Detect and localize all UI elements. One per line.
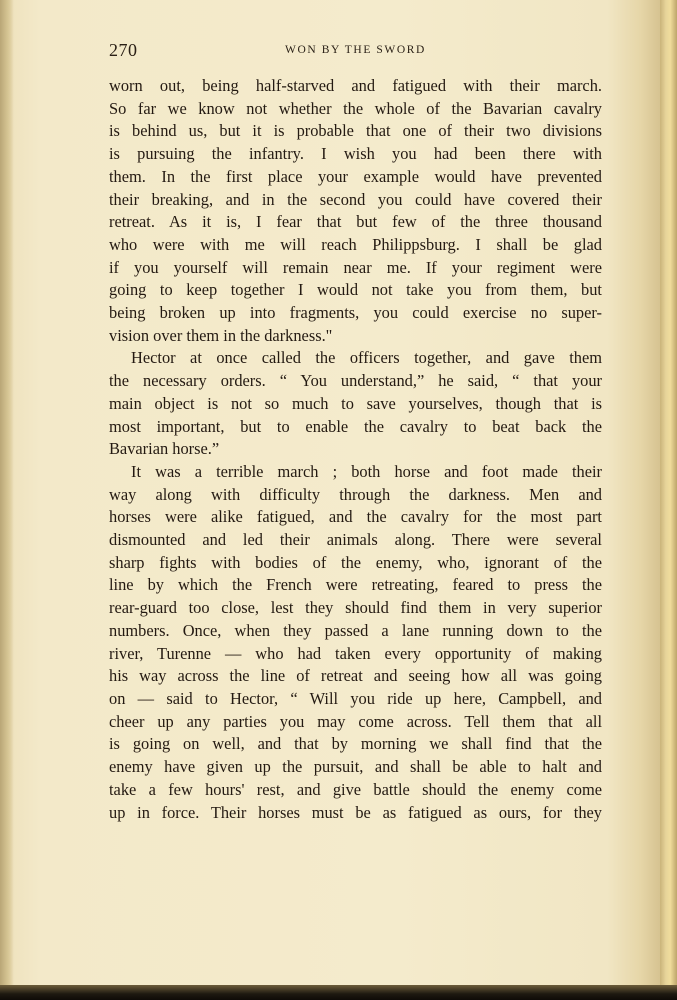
text-line: their breaking, and in the second you could have covered their (109, 189, 602, 209)
page-edge-right (660, 0, 677, 1000)
text-line: horses were alike fatigued, and the cavalry for the most part (109, 507, 602, 527)
text-line: is behind us, but it is probable that one of their two divisions (109, 121, 602, 141)
text-line: them. In the first place your example would have prevented (109, 166, 602, 186)
paragraph (109, 461, 602, 824)
text-line: sharp fights with bodies of the enemy, who, ignorant of the (109, 552, 602, 572)
text-line: if you yourself will remain near me. If your regiment were (109, 257, 602, 277)
text-line: vision over them in the darkness." (109, 325, 333, 345)
text-line: going to keep together I would not take you from them, but (109, 280, 602, 300)
text-line: dismounted and led their animals along. There were several (109, 530, 602, 550)
text-line: retreat. As it is, I fear that but few of the three thousand (109, 212, 602, 232)
text-line: is going on well, and that by morning we shall find that the (109, 734, 602, 754)
text-line: Hector at once called the officers together, and gave them (131, 348, 602, 368)
text-line: main object is not so much to save yourselves, though that is (109, 393, 602, 413)
text-line: most important, but to enable the cavalry to beat back the (109, 416, 602, 436)
body-text (109, 75, 602, 824)
text-line: is pursuing the infantry. I wish you had been there with (109, 144, 602, 164)
text-line: river, Turenne — who had taken every opportunity of making (109, 643, 602, 663)
text-line: the necessary orders. “ You understand,” he said, “ that your (109, 371, 602, 391)
text-line: take a few hours' rest, and give battle should the enemy come (109, 779, 602, 799)
text-line: on — said to Hector, “ Will you ride up here, Campbell, and (109, 688, 602, 708)
text-line: numbers. Once, when they passed a lane running down to the (109, 620, 602, 640)
paragraph (109, 75, 602, 347)
text-line: Bavarian horse.” (109, 439, 220, 459)
text-line: up in force. Their horses must be as fatigued as ours, for they (109, 802, 602, 822)
page-edge-bottom (0, 985, 677, 1000)
text-line: enemy have given up the pursuit, and shall be able to halt and (109, 757, 602, 777)
text-line: So far we know not whether the whole of the Bavarian cavalry (109, 98, 602, 118)
text-line: his way across the line of retreat and seeing how all was going (109, 666, 602, 686)
text-line: It was a terrible march ; both horse and foot made their (131, 461, 602, 481)
paragraph (109, 347, 602, 461)
text-line: being broken up into fragments, you could exercise no super- (109, 303, 602, 323)
page-header (109, 40, 602, 66)
running-title: WON BY THE SWORD (285, 44, 426, 56)
page-number: 270 (109, 40, 138, 60)
text-line: worn out, being half-starved and fatigued with their march. (109, 76, 602, 95)
text-line: who were with me will reach Philippsburg. I shall be glad (109, 234, 602, 254)
text-line: line by which the French were retreating, feared to press the (109, 575, 602, 595)
text-line: way along with difficulty through the darkness. Men and (109, 484, 602, 504)
text-line: cheer up any parties you may come across. Tell them that all (109, 711, 602, 731)
text-line: rear-guard too close, lest they should find them in very superior (109, 598, 602, 618)
